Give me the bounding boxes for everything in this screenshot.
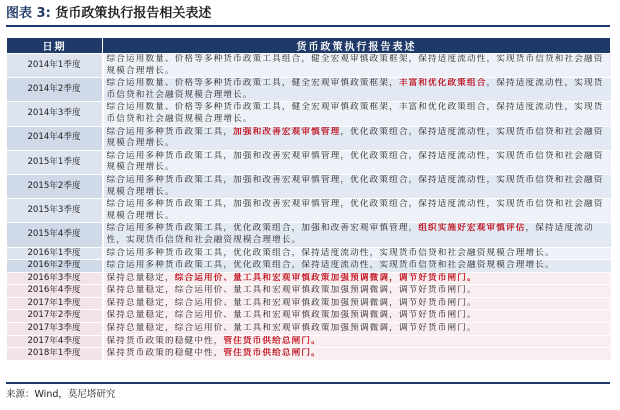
- source-note: 来源：Wind，莫尼塔研究: [6, 389, 116, 400]
- table-row: [7, 102, 611, 126]
- highlighted-text: 管住货币供给总闸门。: [223, 348, 321, 359]
- statement-cell: [103, 174, 611, 198]
- table-row: [7, 272, 611, 285]
- highlighted-text: 加强和改善宏观审慎管理: [233, 126, 341, 137]
- statement-cell: [103, 199, 611, 223]
- statement-text: 保持货币政策的稳健中性，: [106, 335, 224, 346]
- statement-text: 综合运用多种货币政策工具，加强和改善宏观审慎管理，优化政策组合，保持适度流动性，实现货币信贷和社会融资规模合理增长。: [106, 199, 604, 221]
- date-cell: 2016年3季度: [7, 272, 103, 285]
- statement-cell: [103, 297, 611, 310]
- figure-title-text: 货币政策执行报告相关表述: [55, 6, 212, 21]
- header-date: 日期: [7, 38, 103, 54]
- table-body: [7, 54, 611, 361]
- date-cell: 2014年2季度: [7, 78, 103, 102]
- date-cell: 2015年2季度: [7, 174, 103, 198]
- date-cell: 2016年2季度: [7, 260, 103, 273]
- statement-cell: [103, 335, 611, 348]
- table-row: [7, 335, 611, 348]
- policy-table: [6, 37, 611, 361]
- statement-text: 保持总量稳定，综合运用价、量工具和宏观审慎政策加强预调微调，调节好货币闸门。: [106, 323, 477, 334]
- statement-cell: [103, 223, 611, 247]
- statement-cell: [103, 272, 611, 285]
- statement-text: ，优化政策组合，保持适度流动性，实现货币信贷和社会融资规模合理增长。: [106, 126, 604, 149]
- table-row: [7, 126, 611, 150]
- statement-cell: [103, 126, 611, 150]
- statement-cell: [103, 78, 611, 102]
- statement-text: 综合运用数量、价格等多种货币政策工具，健全宏观审慎政策框架，丰富和优化政策组合，保持适度流动性，实现货币信贷和社会融资规模合理增长。: [106, 102, 604, 124]
- table-row: [7, 348, 611, 361]
- statement-text: 综合运用多种货币政策工具，加强和改善宏观审慎管理，优化政策组合，保持适度流动性，实现货币信贷和社会融资规模合理增长。: [106, 150, 604, 173]
- statement-cell: [103, 102, 611, 126]
- table-row: [7, 260, 611, 273]
- title-rule: [6, 25, 610, 27]
- highlighted-text: 综合运用价、量工具和宏观审慎政策加强预调微调，调节好货币闸门。: [174, 272, 477, 283]
- table-row: [7, 247, 611, 260]
- date-cell: 2015年1季度: [7, 150, 103, 174]
- statement-cell: [103, 348, 611, 361]
- date-cell: 2017年1季度: [7, 297, 103, 310]
- table-row: [7, 297, 611, 310]
- date-cell: 2016年1季度: [7, 247, 103, 260]
- statement-text: 综合运用多种货币政策工具，: [106, 126, 234, 137]
- highlighted-text: 管住货币供给总闸门。: [223, 335, 321, 346]
- statement-text: 保持货币政策的稳健中性，: [106, 348, 224, 359]
- statement-text: ，保持适度流动性，实现货币信贷和社会融资规模合理增长。: [106, 78, 604, 100]
- figure-title: [6, 4, 211, 24]
- statement-cell: [103, 54, 611, 78]
- statement-text: 综合运用数量、价格等多种货币政策工具，健全宏观审慎政策框架，: [106, 78, 399, 89]
- highlighted-text: 组织实施好宏观审慎评估: [418, 223, 526, 234]
- date-cell: 2017年4季度: [7, 335, 103, 348]
- statement-text: 综合运用多种货币政策工具，优化政策组合，加强和改善宏观审慎管理，: [106, 223, 419, 234]
- statement-cell: [103, 260, 611, 273]
- table-header-row: [7, 38, 611, 54]
- table-row: [7, 54, 611, 78]
- date-cell: 2016年4季度: [7, 285, 103, 298]
- date-cell: 2018年1季度: [7, 348, 103, 361]
- date-cell: 2014年1季度: [7, 54, 103, 78]
- table-row: [7, 310, 611, 323]
- date-cell: 2014年3季度: [7, 102, 103, 126]
- table-row: [7, 285, 611, 298]
- statement-text: 保持总量稳定，综合运用价、量工具和宏观审慎政策加强预调微调，调节好货币闸门。: [106, 285, 477, 296]
- statement-cell: [103, 323, 611, 336]
- date-cell: 2015年3季度: [7, 199, 103, 223]
- statement-text: 保持总量稳定，: [106, 272, 175, 283]
- table-row: [7, 174, 611, 198]
- statement-text: ，保持适度流动性，实现货币信贷和社会融资规模合理增长。: [106, 223, 594, 245]
- figure-label: 图表 3:: [6, 6, 51, 21]
- statement-text: 保持总量稳定，综合运用价、量工具和宏观审慎政策加强预调微调，调节好货币闸门。: [106, 297, 477, 308]
- table-row: [7, 223, 611, 247]
- statement-text: 综合运用数量、价格等多种货币政策工具组合，健全宏观审慎政策框架，保持适度流动性，实现货币信贷和社会融资规模合理增长。: [106, 54, 604, 76]
- statement-text: 保持总量稳定，综合运用价、量工具和宏观审慎政策加强预调微调，调节好货币闸门。: [106, 310, 477, 321]
- date-cell: 2014年4季度: [7, 126, 103, 150]
- table-row: [7, 150, 611, 174]
- statement-text: 综合运用多种货币政策工具，优化政策组合，保持适度流动性，实现货币信贷和社会融资规模合理增长。: [106, 247, 555, 258]
- bottom-rule: [6, 382, 610, 384]
- statement-text: 综合运用多种货币政策工具，优化政策组合，保持适度流动性，实现货币信贷和社会融资规模合理增长。: [106, 260, 555, 271]
- table-row: [7, 78, 611, 102]
- date-cell: 2017年3季度: [7, 323, 103, 336]
- table-row: [7, 323, 611, 336]
- table-row: [7, 199, 611, 223]
- statement-text: 综合运用多种货币政策工具，加强和改善宏观审慎管理，优化政策组合，保持适度流动性，实现货币信贷和社会融资规模合理增长。: [106, 174, 604, 197]
- statement-cell: [103, 247, 611, 260]
- statement-cell: [103, 310, 611, 323]
- highlighted-text: 丰富和优化政策组合: [398, 78, 487, 89]
- date-cell: 2015年4季度: [7, 223, 103, 247]
- statement-cell: [103, 285, 611, 298]
- statement-cell: [103, 150, 611, 174]
- date-cell: 2017年2季度: [7, 310, 103, 323]
- header-statement: 货币政策执行报告表述: [103, 38, 611, 54]
